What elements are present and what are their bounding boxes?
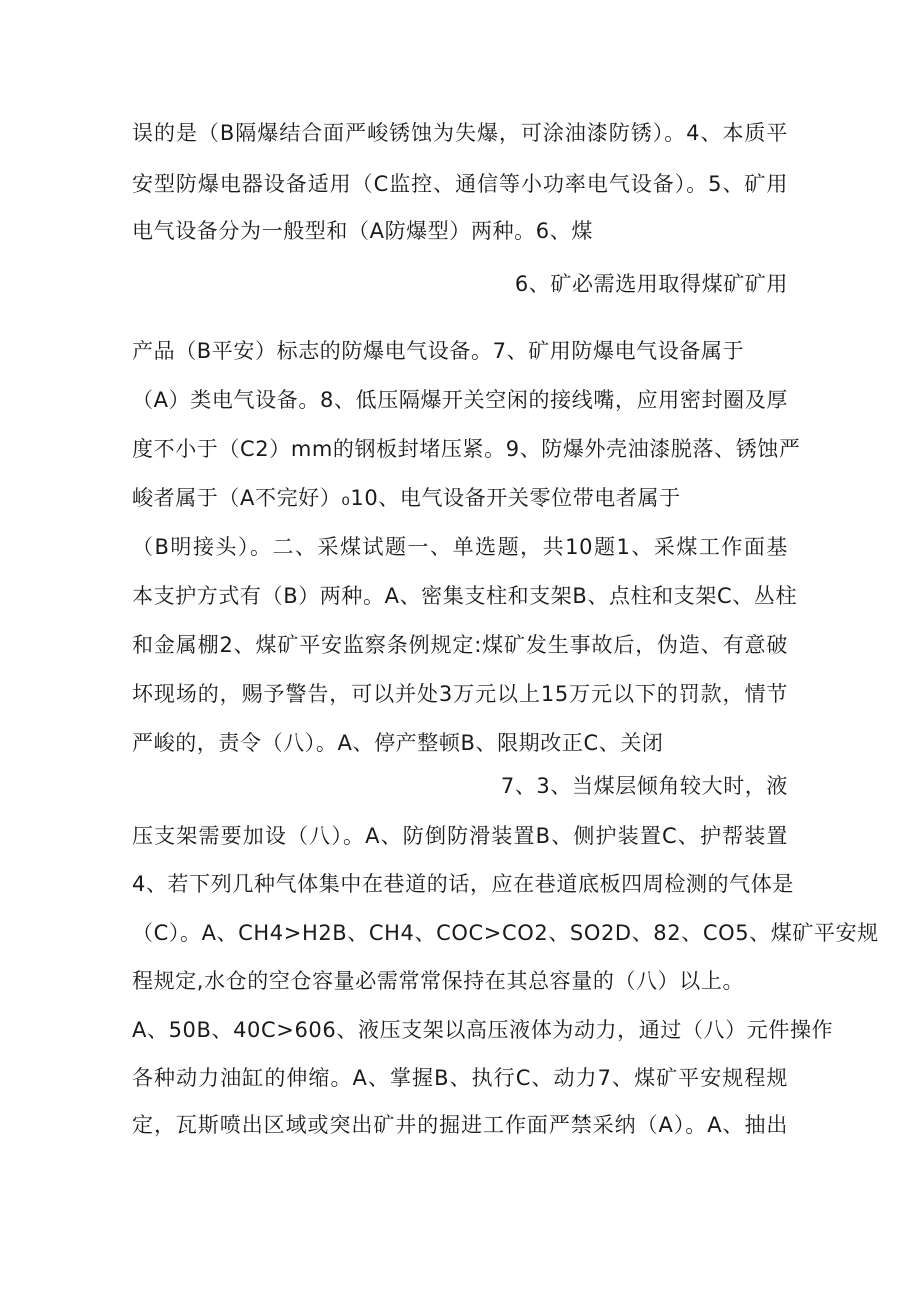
text-line: （B明接头）。二、采煤试题一、单选题，共10题1、采煤工作面基	[132, 535, 788, 559]
text-line: 安型防爆电器设备适用（C监控、通信等小功率电气设备）。5、矿用	[132, 172, 788, 196]
text-line: 压支架需要加设（八）。A、防倒防滑装置B、侧护装置C、护帮装置	[132, 824, 788, 848]
text-line: A、50B、40C>606、液压支架以高压液体为动力，通过（八）元件操作	[132, 1018, 834, 1042]
text-line: 4、若下列几种气体集中在巷道的话，应在巷道底板四周检测的气体是	[132, 872, 794, 896]
text-line: 峻者属于（A不完好）₀10、电气设备开关零位带电者属于	[132, 486, 681, 510]
text-line: 和金属棚2、煤矿平安监察条例规定:煤矿发生事故后，伪造、有意破	[132, 633, 788, 657]
text-line: 严峻的，责令（八）。A、停产整顿B、限期改正C、关闭	[132, 731, 664, 755]
text-line: 度不小于（C2）mm的钢板封堵压紧。9、防爆外壳油漆脱落、锈蚀严	[132, 437, 801, 461]
text-line: 误的是（B隔爆结合面严峻锈蚀为失爆，可涂油漆防锈）。4、本质平	[132, 121, 788, 145]
text-line: 各种动力油缸的伸缩。A、掌握B、执行C、动力7、煤矿平安规程规	[132, 1066, 788, 1090]
text-line: （A）类电气设备。8、低压隔爆开关空闲的接线嘴，应用密封圈及厚	[132, 388, 788, 412]
text-line: （C）。A、CH4>H2B、CH4、COC>CO2、SO2D、82、CO5、煤矿平安规	[132, 921, 879, 945]
text-line: 产品（B平安）标志的防爆电气设备。7、矿用防爆电气设备属于	[132, 339, 745, 363]
text-line: 坏现场的，赐予警告，可以并处3万元以上15万元以下的罚款，情节	[132, 682, 788, 706]
text-line: 本支护方式有（B）两种。A、密集支柱和支架B、点柱和支架C、丛柱	[132, 584, 798, 608]
text-line: 6、矿必需选用取得煤矿矿用	[514, 272, 788, 296]
text-line: 程规定,水仓的空仓容量必需常常保持在其总容量的（八）以上。	[132, 969, 745, 993]
text-line: 7、3、当煤层倾角较大时，液	[500, 774, 788, 798]
text-line: 定，瓦斯喷出区域或突出矿井的掘进工作面严禁采纳（A）。A、抽出	[132, 1113, 788, 1137]
text-line: 电气设备分为一般型和（A防爆型）两种。6、煤	[132, 219, 593, 243]
